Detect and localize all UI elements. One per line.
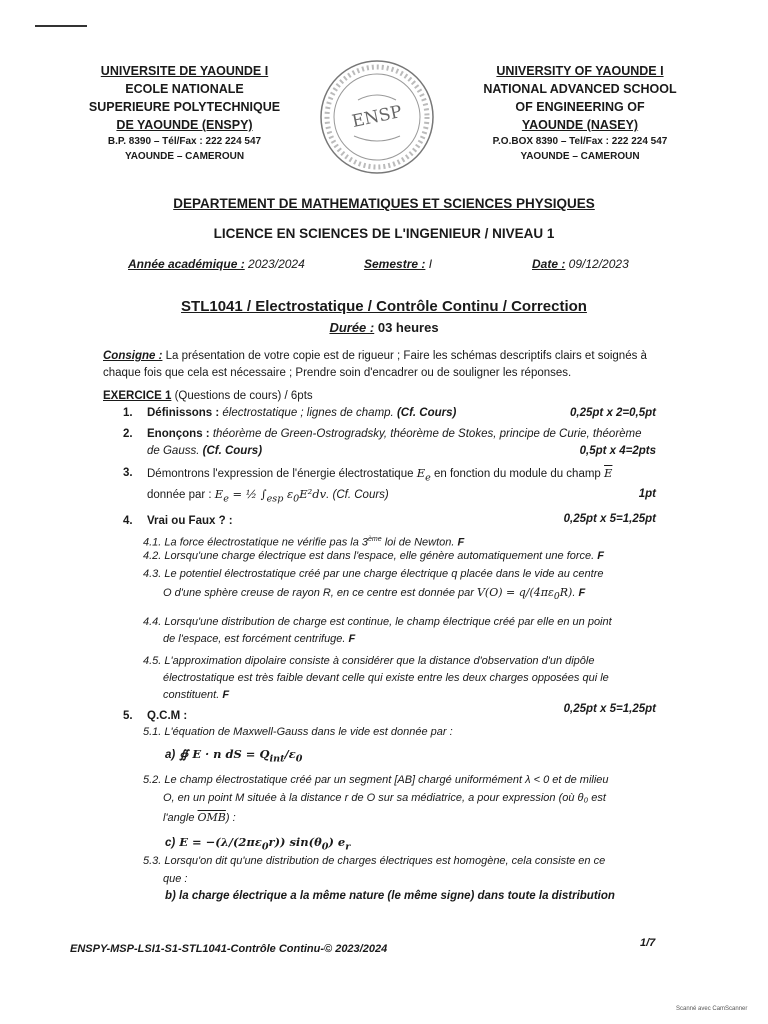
q4-item-1-answer: F — [457, 536, 465, 549]
q5-item-1-answer — [165, 746, 302, 767]
q5-item-2-line-1: 5.2. Le champ électrostatique créé par un segment [AB] chargé uniformément λ < 0 et de milieu — [143, 774, 609, 786]
licence-title: LICENCE EN SCIENCES DE L'INGENIEUR / NIVEAU 1 — [213, 226, 555, 241]
academic-year-value: 2023/2024 — [244, 257, 305, 271]
department-title: DEPARTEMENT DE MATHEMATIQUES ET SCIENCES PHYSIQUES — [173, 196, 595, 211]
academic-year-label: Année académique : — [128, 257, 245, 271]
exercise-heading — [103, 388, 313, 405]
q4-item-5-text: constituent. — [163, 689, 223, 701]
q4-item-3-text: O d'une sphère creuse de rayon R, en ce centre est donnée par — [163, 587, 477, 599]
header-right-line-2: NATIONAL ADVANCED SCHOOL — [483, 82, 677, 96]
q4-item-4-line-1: 4.4. Lorsqu'une distribution de charge est continue, le champ électrique créé par elle en un point — [143, 616, 612, 628]
q1-text — [147, 405, 456, 422]
semester-label: Semestre : — [364, 257, 426, 271]
q1-body: électrostatique ; lignes de champ. — [219, 407, 397, 419]
q1-ref: (Cf. Cours) — [396, 407, 457, 419]
page-number: 1/7 — [640, 937, 656, 949]
angle-omb: $\overline{OMB}$ — [197, 811, 226, 824]
q4-item-5-line-2: électrostatique est très faible devant celle qui existe entre les deux charges opposées qui le — [163, 672, 609, 684]
q1-label: Définissons : — [147, 407, 220, 419]
corner-mark — [35, 25, 87, 27]
field-vector-symbol: $\overline{E}$ — [604, 466, 613, 480]
q5-item-3-line-1: 5.3. Lorsqu'on dit qu'une distribution de charges électriques est homogène, cela consiste en ce — [143, 855, 606, 867]
q4-item-3-line-2: O d'une sphère creuse de rayon R, en ce centre est donnée par $V(O) = q/(4\pi\varepsilon_0R)$. F — [163, 586, 586, 603]
q4-item-5-answer: F — [222, 689, 230, 701]
header-left-line-6: YAOUNDE – CAMEROUN — [124, 151, 245, 162]
q3-line-1-a: Démontrons l'expression de l'énergie électrostatique — [147, 468, 417, 480]
header-english — [458, 62, 702, 164]
potential-formula: $V(O) = q/(4\pi\varepsilon_0R)$ — [476, 586, 573, 603]
header-right-line-1: UNIVERSITY OF YAOUNDE I — [496, 64, 664, 78]
header-right-line-5: P.O.BOX 8390 – Tel/Fax : 222 224 547 — [492, 136, 668, 147]
page-footer: ENSPY-MSP-LSI1-S1-STL1041-Contrôle Continu-© 2023/2024 — [70, 943, 388, 955]
q2-line-1 — [147, 426, 642, 443]
instructions — [103, 348, 663, 382]
q2-line-2-text: de Gauss. — [147, 445, 203, 457]
exercise-subtitle: (Questions de cours) / 6pts — [171, 390, 313, 402]
duration-value: 03 heures — [374, 320, 439, 335]
school-seal-logo — [318, 58, 436, 176]
header-french — [62, 62, 307, 164]
q1-number: 1. — [123, 407, 133, 419]
q4-item-2-answer: F — [597, 550, 605, 562]
q4-item-2 — [143, 548, 604, 565]
academic-year — [128, 257, 305, 271]
q2-label: Enonçons : — [147, 428, 210, 440]
q3-points: 1pt — [638, 488, 656, 500]
semester — [364, 257, 432, 271]
instructions-text: La présentation de votre copie est de rigueur ; Faire les schémas descriptifs clairs et soignés à chaque fois que cela est nécessaire ; Prendre soin d'encadrer ou de souligner les réponses. — [103, 350, 647, 379]
q5-item-1: 5.1. L'équation de Maxwell-Gauss dans le vide est donnée par : — [143, 726, 453, 738]
q1-points: 0,25pt x 2=0,5pt — [570, 407, 656, 419]
q4-label-text: Vrai ou Faux ? : — [147, 515, 233, 527]
header-left-line-4: DE YAOUNDE (ENSPY) — [116, 118, 253, 132]
duration-label: Durée : — [329, 320, 375, 335]
q4-item-4-line-2 — [163, 631, 355, 648]
q4-item-1-sup: ème — [368, 536, 382, 543]
exercise-label: EXERCICE 1 — [103, 390, 172, 402]
header-left-line-3: SUPERIEURE POLYTECHNIQUE — [88, 100, 281, 114]
q5-item-2-text: l'angle — [163, 812, 198, 824]
semester-value: I — [425, 257, 433, 271]
date-label: Date : — [532, 257, 566, 271]
q4-number: 4. — [123, 515, 133, 527]
header-right-line-3: OF ENGINEERING OF — [515, 100, 645, 114]
maxwell-gauss-formula: ∯ E · n dS = $Q_{int}/\varepsilon_0$ — [175, 747, 303, 765]
header-left-line-2: ECOLE NATIONALE — [125, 82, 244, 96]
q4-points: 0,25pt x 5=1,25pt — [563, 513, 656, 525]
q4-item-5-line-1: 4.5. L'approximation dipolaire consiste à considérer que la distance d'observation d'un dipôle — [143, 655, 595, 667]
instructions-label: Consigne : — [103, 350, 163, 362]
q3-line-2 — [147, 486, 389, 507]
q2-line-2 — [147, 443, 262, 460]
logo-text: ENSP — [350, 101, 404, 133]
q5-label-text: Q.C.M : — [147, 710, 188, 722]
q2-number: 2. — [123, 428, 133, 440]
q4-item-3-line-1: 4.3. Le potentiel électrostatique créé par une charge électrique q placée dans le vide au centre — [143, 568, 604, 580]
exam-title: STL1041 / Electrostatique / Contrôle Continu / Correction — [181, 298, 587, 315]
q5-item-3-answer: b) la charge électrique a la même nature (le même signe) dans toute la distribution — [165, 890, 615, 902]
q4-item-1-text: 4.1. La force électrostatique ne vérifie pas la 3 — [143, 536, 369, 549]
q5-item-2-end: ) : — [225, 812, 236, 824]
q5-points: 0,25pt x 5=1,25pt — [563, 703, 656, 715]
scanner-watermark: Scanné avec CamScanner — [676, 1006, 748, 1012]
q3-ref: . (Cf. Cours) — [326, 489, 389, 501]
q3-line-1-b: en fonction du module du champ — [430, 468, 605, 480]
energy-symbol: $E_e$ — [416, 466, 431, 484]
energy-formula: $E_e$ = ½ $\int_{esp}$ $\varepsilon_0E^2dv$ — [214, 487, 327, 505]
q3-line-1 — [147, 465, 612, 486]
exam-duration — [40, 320, 728, 335]
q4-item-1-end: loi de Newton. — [381, 536, 458, 549]
header-left-line-5: B.P. 8390 – Tél/Fax : 222 224 547 — [107, 136, 262, 147]
q2-points: 0,5pt x 4=2pts — [579, 445, 656, 457]
q2-ref: (Cf. Cours) — [202, 445, 263, 457]
header-right-line-4: YAOUNDE (NASEY) — [521, 118, 639, 132]
q4-item-3-answer: F — [578, 587, 586, 599]
q4-item-4-text: de l'espace, est forcément centrifuge. — [163, 633, 349, 645]
q5-item-2-line-3 — [163, 809, 236, 827]
q5-label — [147, 708, 187, 725]
q5-item-2-line-2: O, en un point M située à la distance r de O sur sa médiatrice, a pour expression (où θ₀ est — [163, 792, 606, 804]
exam-date — [532, 257, 629, 271]
q4-label — [147, 513, 233, 530]
date-value: 09/12/2023 — [565, 257, 629, 271]
q2-line-1-text: théorème de Green-Ostrogradsky, théorème de Stokes, principe de Curie, théorème — [209, 428, 642, 440]
q5-item-3-line-2: que : — [163, 873, 188, 885]
segment-field-formula: $E = -(\lambda/(2\pi\varepsilon_0r))$ $\sin(\theta_0)$ $e_r$ — [175, 835, 351, 853]
q5-item-2-choice: c) — [165, 837, 176, 849]
q5-item-1-choice: a) — [165, 749, 176, 761]
q3-number: 3. — [123, 467, 133, 479]
header-left-line-1: UNIVERSITE DE YAOUNDE I — [100, 64, 269, 78]
header-right-line-6: YAOUNDE – CAMEROUN — [520, 151, 640, 162]
q3-line-2-a: donnée par : — [147, 489, 215, 501]
q4-item-5-line-3 — [163, 687, 229, 704]
q4-item-2-text: 4.2. Lorsqu'une charge électrique est dans l'espace, elle génère automatiquement une force. — [143, 550, 598, 562]
q5-number: 5. — [123, 710, 133, 722]
q4-item-4-answer: F — [348, 633, 356, 645]
